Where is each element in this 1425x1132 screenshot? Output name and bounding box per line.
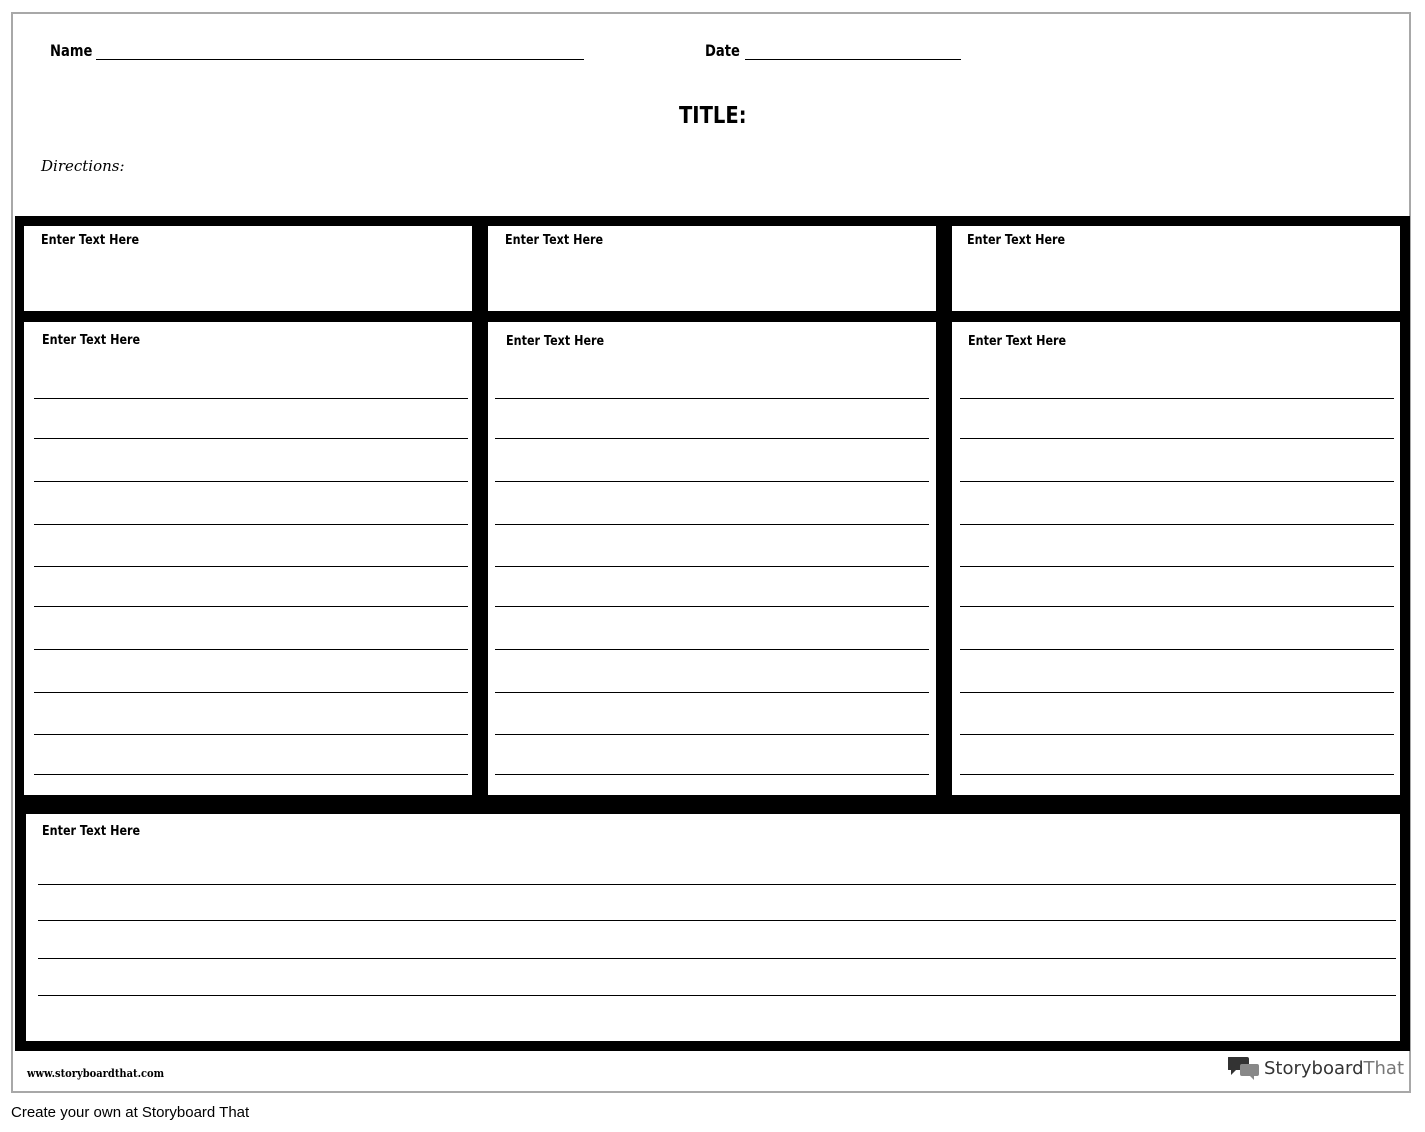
date-field-line[interactable] xyxy=(745,59,961,60)
speech-bubbles-icon xyxy=(1228,1055,1260,1081)
middle-box-2-writing-line xyxy=(495,398,929,399)
middle-box-1-writing-line xyxy=(34,438,468,439)
middle-box-2[interactable] xyxy=(486,320,938,797)
middle-box-1-writing-line xyxy=(34,692,468,693)
middle-box-3-writing-line xyxy=(960,774,1394,775)
name-field-line[interactable] xyxy=(96,59,584,60)
page-title: TITLE: xyxy=(678,103,747,129)
bottom-box-writing-line xyxy=(38,884,1396,885)
website-url: www.storyboardthat.com xyxy=(27,1067,165,1080)
middle-box-3-writing-line xyxy=(960,398,1394,399)
middle-box-1-label: Enter Text Here xyxy=(42,333,141,348)
middle-box-3-writing-line xyxy=(960,692,1394,693)
brand-name-part1: Storyboard xyxy=(1264,1057,1364,1079)
middle-box-3-writing-line xyxy=(960,649,1394,650)
directions-label: Directions: xyxy=(41,157,125,175)
middle-box-3-writing-line xyxy=(960,481,1394,482)
middle-box-2-writing-line xyxy=(495,566,929,567)
bottom-box-writing-line xyxy=(38,958,1396,959)
middle-box-1-writing-line xyxy=(34,734,468,735)
storyboardthat-logo xyxy=(1228,1055,1404,1081)
middle-box-1-writing-line xyxy=(34,524,468,525)
top-box-1[interactable] xyxy=(22,224,474,313)
top-box-2-label: Enter Text Here xyxy=(505,233,604,248)
middle-box-2-writing-line xyxy=(495,481,929,482)
middle-box-1-writing-line xyxy=(34,606,468,607)
bottom-box-writing-line xyxy=(38,995,1396,996)
bottom-box[interactable] xyxy=(24,812,1402,1043)
top-box-1-label: Enter Text Here xyxy=(41,233,140,248)
middle-box-1-writing-line xyxy=(34,566,468,567)
middle-box-2-writing-line xyxy=(495,606,929,607)
bottom-box-writing-line xyxy=(38,920,1396,921)
middle-box-2-label: Enter Text Here xyxy=(506,334,605,349)
middle-box-1-writing-line xyxy=(34,398,468,399)
middle-box-3-writing-line xyxy=(960,734,1394,735)
top-box-3[interactable] xyxy=(950,224,1402,313)
middle-box-3[interactable] xyxy=(950,320,1402,797)
date-label: Date xyxy=(705,41,740,60)
middle-box-2-writing-line xyxy=(495,774,929,775)
middle-box-3-writing-line xyxy=(960,566,1394,567)
middle-box-1-writing-line xyxy=(34,649,468,650)
middle-box-3-writing-line xyxy=(960,606,1394,607)
middle-box-1-writing-line xyxy=(34,774,468,775)
middle-box-2-writing-line xyxy=(495,734,929,735)
name-label: Name xyxy=(50,41,93,60)
middle-box-3-writing-line xyxy=(960,438,1394,439)
middle-box-2-writing-line xyxy=(495,524,929,525)
middle-box-3-writing-line xyxy=(960,524,1394,525)
middle-box-2-writing-line xyxy=(495,438,929,439)
middle-box-3-label: Enter Text Here xyxy=(968,334,1067,349)
bottom-box-label: Enter Text Here xyxy=(42,824,141,839)
brand-name-part2: That xyxy=(1363,1057,1405,1079)
top-box-2[interactable] xyxy=(486,224,938,313)
middle-box-2-writing-line xyxy=(495,649,929,650)
middle-box-1-writing-line xyxy=(34,481,468,482)
middle-box-1[interactable] xyxy=(22,320,474,797)
create-your-own-caption[interactable]: Create your own at Storyboard That xyxy=(11,1104,250,1121)
middle-box-2-writing-line xyxy=(495,692,929,693)
top-box-3-label: Enter Text Here xyxy=(967,233,1066,248)
